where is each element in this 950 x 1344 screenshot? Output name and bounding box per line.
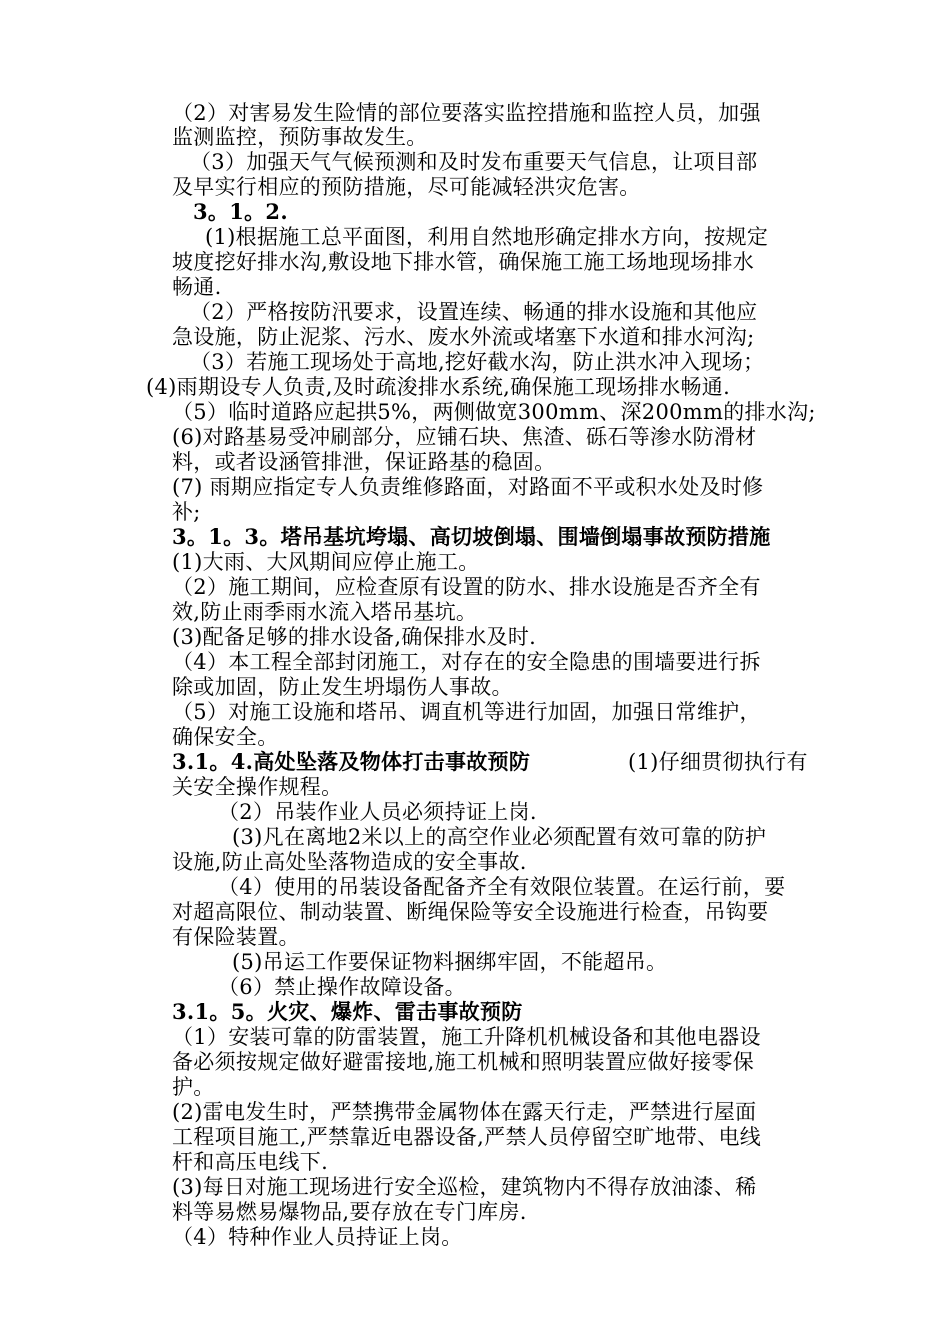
text-line: （4）特种作业人员持证上岗。 [172, 1225, 463, 1249]
text-line: 杆和高压电线下. [172, 1150, 329, 1174]
text-line: （5）对施工设施和塔吊、调直机等进行加固，加强日常维护， [172, 700, 761, 724]
text-line: （6）禁止操作故障设备。 [218, 975, 466, 999]
text-line: 料等易燃易爆物品,要存放在专门库房. [172, 1200, 527, 1224]
text-line: 畅通. [172, 275, 222, 299]
text-line: （1）安装可靠的防雷装置，施工升降机机械设备和其他电器设 [172, 1025, 761, 1049]
text-line: 坡度挖好排水沟,敷设地下排水管，确保施工施工场地现场排水 [172, 250, 755, 274]
text-line: （5）临时道路应起拱5%，两侧做宽300mm、深200mm的排水沟; [172, 400, 816, 424]
text-line: 效,防止雨季雨水流入塔吊基坑。 [172, 600, 478, 624]
section-heading: 3.1。5。火灾、爆炸、雷击事故预防 [172, 999, 523, 1024]
text-line: （3）加强天气气候预测和及时发布重要天气信息，让项目部 [190, 150, 758, 174]
text-line: (1)根据施工总平面图，利用自然地形确定排水方向，按规定 [205, 225, 769, 249]
text-line: 设施,防止高处坠落物造成的安全事故. [172, 850, 527, 874]
text-line: （2）吊装作业人员必须持证上岗. [218, 800, 537, 824]
text-line: （2）严格按防汛要求，设置连续、畅通的排水设施和其他应 [190, 300, 758, 324]
text-line: （3）若施工现场处于高地,挖好截水沟，防止洪水冲入现场； [190, 350, 765, 374]
text-line: 急设施，防止泥浆、污水、废水外流或堵塞下水道和排水河沟; [172, 325, 755, 349]
text-line: (2)雷电发生时，严禁携带金属物体在露天行走，严禁进行屋面 [172, 1100, 757, 1124]
text-line: 料，或者设涵管排泄，保证路基的稳固。 [172, 450, 556, 474]
text-line: （4）本工程全部封闭施工，对存在的安全隐患的围墙要进行拆 [172, 650, 761, 674]
text-line: (7) 雨期应指定专人负责维修路面，对路面不平或积水处及时修 [172, 475, 764, 499]
text-line: (6)对路基易受冲刷部分，应铺石块、焦渣、砾石等渗水防滑材 [172, 425, 757, 449]
text-line: 有保险装置。 [172, 925, 300, 949]
text-line: 确保安全。 [172, 725, 279, 749]
text-line: 备必须按规定做好避雷接地,施工机械和照明装置应做好接零保 [172, 1050, 755, 1074]
text-line: (1)大雨、大风期间应停止施工。 [172, 550, 480, 574]
text-line: 及早实行相应的预防措施，尽可能减轻洪灾危害。 [172, 175, 641, 199]
text-line: （2）对害易发生险情的部位要落实监控措施和监控人员，加强 [172, 101, 761, 125]
section-heading: 3。1。2. [193, 199, 288, 224]
text-line: (3)每日对施工现场进行安全巡检，建筑物内不得存放油漆、稀 [172, 1175, 757, 1199]
text-line: 护。 [172, 1075, 215, 1099]
text-line: (3)凡在离地2米以上的高空作业必须配置有效可靠的防护 [232, 825, 767, 849]
text-line: 关安全操作规程。 [172, 775, 343, 799]
text-line: (5)吊运工作要保证物料捆绑牢固，不能超吊。 [232, 950, 668, 974]
text-line: （2）施工期间，应检查原有设置的防水、排水设施是否齐全有 [172, 575, 761, 599]
text-line: 工程项目施工,严禁靠近电器设备,严禁人员停留空旷地带、电线 [172, 1125, 762, 1149]
text-line: (3)配备足够的排水设备,确保排水及时. [172, 625, 537, 649]
text-line: 对超高限位、制动装置、断绳保险等安全设施进行检查，吊钩要 [172, 900, 769, 924]
section-heading: 3.1。4.高处坠落及物体打击事故预防 [172, 749, 531, 774]
text-line: （4）使用的吊装设备配备齐全有效限位装置。在运行前，要 [218, 875, 786, 899]
text-line: 监测监控，预防事故发生。 [172, 125, 428, 149]
text-line: (4)雨期设专人负责,及时疏浚排水系统,确保施工现场排水畅通. [146, 375, 731, 399]
text-line: (1)仔细贯彻执行有 [628, 750, 808, 774]
section-heading: 3。1。3。塔吊基坑垮塌、高切坡倒塌、围墙倒塌事故预防措施 [172, 524, 771, 549]
text-line: 除或加固，防止发生坍塌伤人事故。 [172, 675, 513, 699]
text-line: 补; [172, 500, 201, 524]
